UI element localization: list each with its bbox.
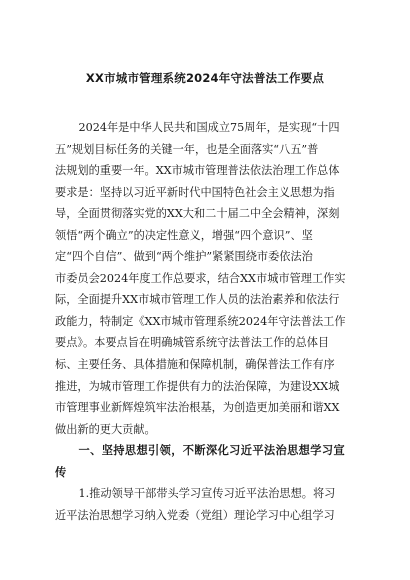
item-line: 近平法治思想学习纳入党委（党组）理论学习中心组学习 [55,508,335,522]
paragraph-line: 五”规划目标任务的关键一年，也是全面落实“八五”普 [55,142,319,156]
paragraph-line: 做出新的更大贡献。 [55,422,156,436]
paragraph-line: 法规划的重要一年。XX市城市管理普法依法治理工作总体 [55,164,340,178]
paragraph-line: 定“四个自信”、做到“两个维护”紧紧围绕市委依法治 [55,250,313,264]
paragraph-line: 标、主要任务、具体措施和保障机制，确保普法工作有序 [55,358,335,372]
paragraph-line: 推进，为城市管理工作提供有力的法治保障，为建设XX城 [55,379,340,393]
paragraph-line: 2024年是中华人民共和国成立75周年，是实现“十四 [78,121,340,134]
paragraph-line: 市委员会2024年度工作总要求，结合XX市城市管理工作实 [55,271,346,285]
section-heading: 一、坚持思想引领，不断深化习近平法治思想学习宣 [78,444,346,458]
paragraph-line: 领悟“两个确立”的决定性意义，增强“四个意识”、坚 [55,228,313,242]
section-heading: 传 [55,465,67,479]
paragraph-line: 要求是：坚持以习近平新时代中国特色社会主义思想为指 [55,185,335,199]
document-title: XX市城市管理系统2024年守法普法工作要点 [85,71,325,85]
document-body [55,117,360,526]
paragraph-line: 际，全面提升XX市城市管理工作人员的法治素养和依法行 [55,293,340,307]
paragraph-line: 市管理事业新辉煌筑牢法治根基，为创造更加美丽和谐XX [55,401,340,415]
paragraph-line: 导，全面贯彻落实党的XX大和二十届二中全会精神，深刻 [55,207,340,221]
item-line: 1.推动领导干部带头学习宣传习近平法治思想。将习 [78,487,336,501]
paragraph-line: 政能力，特制定《XX市城市管理系统2024年守法普法工作 [55,314,346,328]
paragraph-line: 要点》。本要点旨在明确城管系统守法普法工作的总体目 [55,336,330,350]
